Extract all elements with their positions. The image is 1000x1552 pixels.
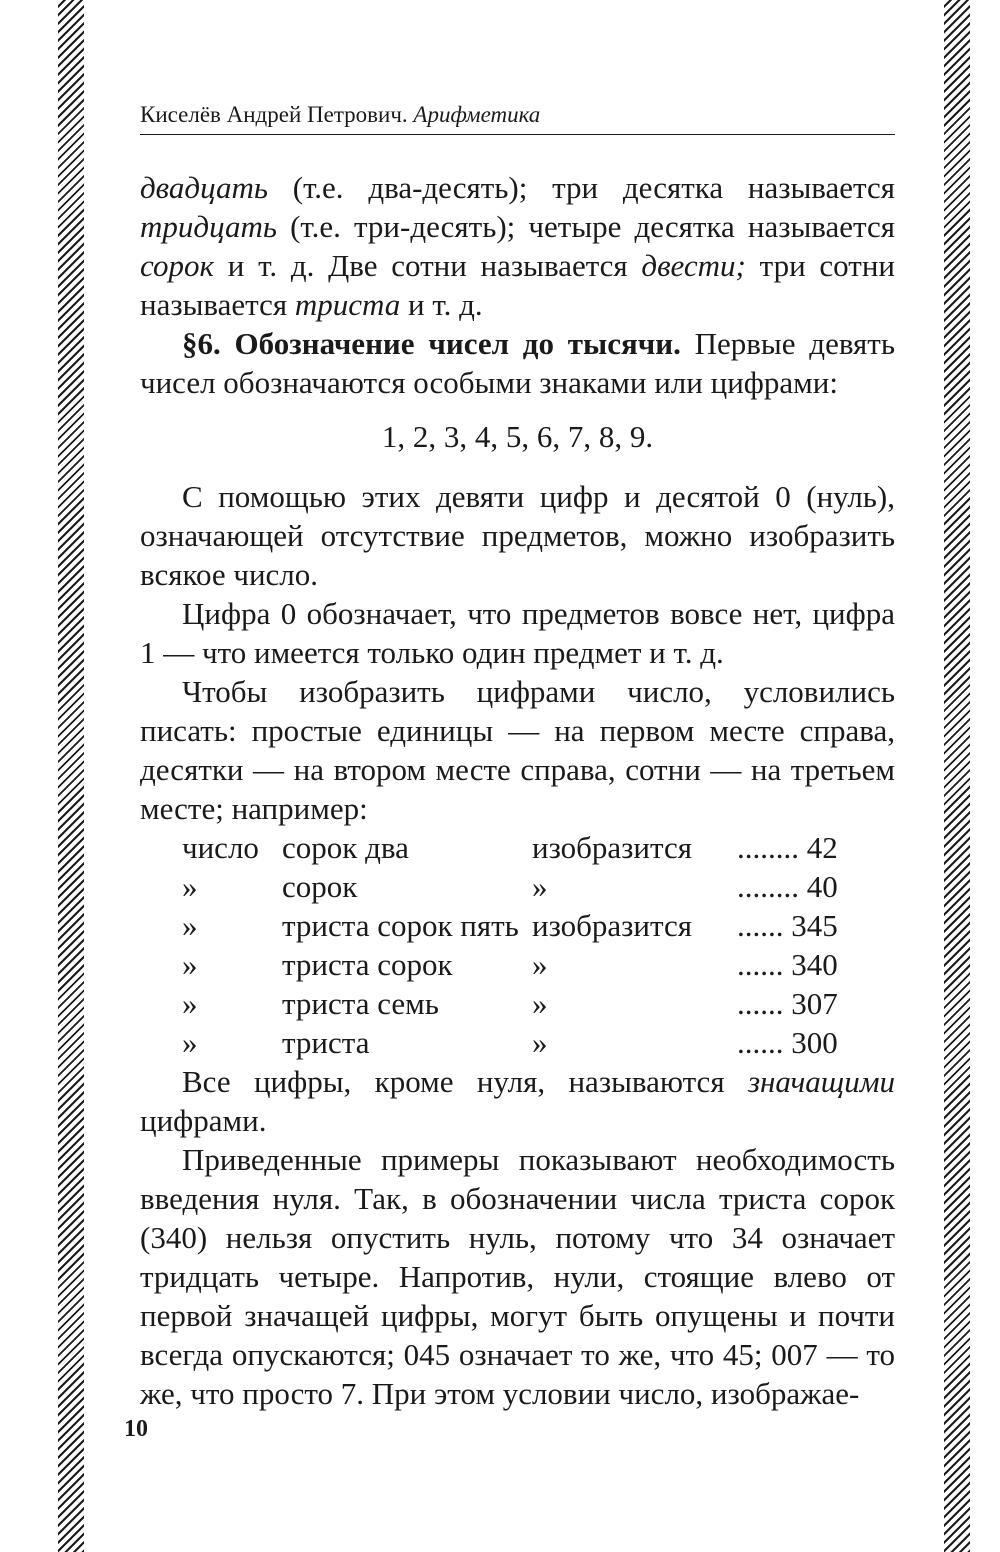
header-book-title: Арифметика xyxy=(413,102,541,127)
row-label: » xyxy=(182,869,198,904)
table-row xyxy=(182,945,838,984)
term-dvesti: двести; xyxy=(641,248,746,283)
table-row xyxy=(182,828,838,867)
row-result: ...... 307 xyxy=(737,986,838,1021)
table-row xyxy=(182,984,838,1023)
row-result: ...... 300 xyxy=(737,1025,838,1060)
row-words: триста сорок xyxy=(282,947,453,982)
text-fragment: Все цифры, кроме нуля, называются xyxy=(182,1064,748,1099)
examples-table xyxy=(182,828,838,1062)
header-author: Киселёв Андрей Петрович. xyxy=(140,102,414,127)
row-label: » xyxy=(182,908,198,943)
row-verb: » xyxy=(532,986,548,1021)
row-verb: изобразится xyxy=(532,830,692,865)
table-row xyxy=(182,1023,838,1062)
row-label: » xyxy=(182,986,198,1021)
row-result: ........ 40 xyxy=(737,869,838,904)
term-dvadtsat: двадцать xyxy=(140,170,268,205)
page-number: 10 xyxy=(124,1416,148,1442)
paragraph-zero-necessity: Приведенные примеры показывают необходимость введения нуля. Так, в обозначении числа триста сорок (340) нельзя опустить нуль, потому что 34 означает тридцать четыре. Напротив, нули, стоящие влево от первой значащей цифры, могут быть опущены и почти всегда опускаются; 045 означает то же, что 45; 007 — то же, что просто 7. При этом условии число, изображае- xyxy=(140,1142,895,1411)
section-text: Первые девять чисел обозначаются особыми знаками или цифрами: xyxy=(140,326,895,400)
term-znachashchimi: значащими xyxy=(747,1064,895,1099)
text-fragment: три сотни называется xyxy=(140,248,895,322)
row-label: » xyxy=(182,1025,198,1060)
row-result: ........ 42 xyxy=(737,830,838,865)
term-trista: триста xyxy=(294,287,401,322)
term-sorok: сорок xyxy=(140,248,214,283)
row-words: триста сорок пять xyxy=(282,908,519,943)
paragraph-place-value: Чтобы изобразить цифрами число, условились писать: простые единицы — на первом месте справа, десятки — на втором месте справа, сотни — на третьем месте; например: xyxy=(140,674,895,826)
row-result: ...... 340 xyxy=(737,947,838,982)
table-row xyxy=(182,906,838,945)
term-tridtsat: тридцать xyxy=(140,209,277,244)
row-verb: » xyxy=(532,947,548,982)
paragraph-significant-digits xyxy=(140,1062,895,1140)
paragraph-zero-digit: С помощью этих девяти цифр и десятой 0 (нуль), означающей отсутствие предметов, можно изобразить всякое число. xyxy=(140,479,895,592)
text-fragment: и т. д. xyxy=(400,287,483,322)
row-verb: » xyxy=(532,869,548,904)
row-label: число xyxy=(182,830,259,865)
row-words: сорок два xyxy=(282,830,409,865)
row-words: триста xyxy=(282,1025,370,1060)
paragraph-zero-meaning: Цифра 0 обозначает, что предметов вовсе нет, цифра 1 — что имеется только один предмет и т. д. xyxy=(140,596,895,670)
paragraph-section-6 xyxy=(140,324,895,402)
row-words: триста семь xyxy=(282,986,439,1021)
text-fragment: и т. д. Две сотни называется xyxy=(214,248,642,283)
digits-line: 1, 2, 3, 4, 5, 6, 7, 8, 9. xyxy=(381,419,654,454)
running-header xyxy=(140,100,895,135)
table-row xyxy=(182,867,838,906)
row-words: сорок xyxy=(282,869,358,904)
paragraph-numbers-names xyxy=(140,168,895,324)
left-decorative-border xyxy=(58,0,84,1552)
section-heading: §6. Обозначение чисел до тысячи. xyxy=(182,326,681,361)
row-verb: изобразится xyxy=(532,908,692,943)
text-fragment: (т.е. два-десять); три десятка называется xyxy=(267,170,895,205)
right-decorative-border xyxy=(944,0,970,1552)
text-fragment: (т.е. три-десять); четыре десятка называется xyxy=(276,209,895,244)
page-body xyxy=(140,168,895,1413)
row-verb: » xyxy=(532,1025,548,1060)
text-fragment: цифрами. xyxy=(140,1103,267,1138)
row-result: ...... 345 xyxy=(737,908,838,943)
row-label: » xyxy=(182,947,198,982)
